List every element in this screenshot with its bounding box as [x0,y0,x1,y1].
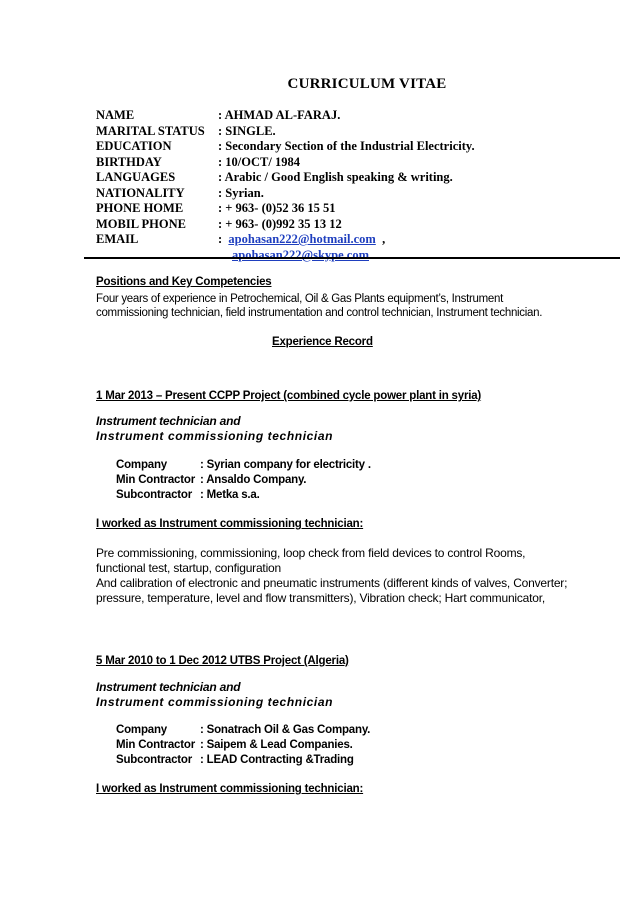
company-value: : Metka s.a. [200,489,260,501]
positions-text: Four years of experience in Petrochemical, Oil & Gas Plants equipment’s, Instrument commissioning technician, field instrumentation and control technician, Instrument technician. [96,293,543,319]
job-company-block [116,723,370,768]
company-row [116,738,370,753]
info-label: EMAIL [96,232,139,246]
info-label: MOBIL PHONE [96,216,186,231]
info-value: : 10/OCT/ 1984 [218,154,300,169]
info-value: : AHMAD AL-FARAJ. [218,108,341,122]
info-row-marital-status [96,124,475,140]
email-value [218,232,385,248]
info-label: NAME [96,108,135,122]
duty-text: Pre commissioning, commissioning, loop check from field devices to control Rooms, functional test, startup, configuration [96,546,526,575]
info-row-email [96,232,475,248]
info-value: : SINGLE. [218,123,276,138]
positions-heading: Positions and Key Competencies [96,276,272,288]
info-value: : + 963- (0)52 36 15 51 [218,201,336,215]
info-row-phone-home [96,201,475,217]
info-row-languages [96,170,475,186]
company-label: Company [116,459,167,471]
company-label: Subcontractor [116,754,192,766]
info-row-nationality [96,186,475,202]
job-role-line: Instrument technician and [96,414,241,428]
info-row-name [96,108,475,124]
info-row-birthday [96,155,475,171]
worked-heading: I worked as Instrument commissioning technician: [96,783,364,795]
info-label: EDUCATION [96,139,172,153]
info-label: MARITAL STATUS [96,123,205,138]
info-label: NATIONALITY [96,185,185,200]
job-period: 5 Mar 2010 to 1 Dec 2012 UTBS Project (Algeria) [96,655,349,667]
email-colon: : [218,232,223,246]
job-period: 1 Mar 2013 – Present CCPP Project (combined cycle power plant in syria) [96,390,482,402]
company-label: Min Contractor [116,474,195,486]
info-value: : Syrian. [218,185,264,200]
info-value: : Secondary Section of the Industrial Electricity. [218,139,475,153]
duty-text: And calibration of electronic and pneumatic instruments (different kinds of valves, Converter; pressure, temperature, level and flow transmitters), Vibration check; Hart communicator, [96,576,568,605]
job-role [96,414,333,444]
info-value: : Arabic / Good English speaking & writing. [218,170,453,184]
worked-heading: I worked as Instrument commissioning technician: [96,518,364,530]
email-link-skype[interactable]: apohasan222@skype.com [232,247,369,262]
company-label: Min Contractor [116,739,195,751]
company-value: : LEAD Contracting &Trading [200,754,354,766]
company-row [116,488,371,503]
job-company-block [116,458,371,503]
company-value: : Ansaldo Company. [200,474,307,486]
info-label: BIRTHDAY [96,154,162,169]
experience-heading: Experience Record [272,336,373,348]
document-title: CURRICULUM VITAE [287,76,447,92]
company-value: : Sonatrach Oil & Gas Company. [200,724,371,736]
company-row [116,458,371,473]
job-role-line: Instrument commissioning technician [96,695,334,709]
company-value: : Syrian company for electricity . [200,459,371,471]
job-duties [96,546,576,606]
info-row-mobil-phone [96,217,475,233]
company-label: Company [116,724,167,736]
info-label: PHONE HOME [96,201,184,215]
company-value: : Saipem & Lead Companies. [200,739,353,751]
personal-info [96,108,475,263]
section-divider [84,257,620,259]
company-row [116,753,370,768]
info-label: LANGUAGES [96,170,176,184]
job-role-line: Instrument technician and [96,680,241,694]
info-value: : + 963- (0)992 35 13 12 [218,216,342,231]
job-role [96,680,333,710]
company-label: Subcontractor [116,489,192,501]
email-separator: , [382,232,386,246]
info-row-education [96,139,475,155]
info-row-email-second [96,248,475,264]
job-role-line: Instrument commissioning technician [96,429,334,443]
company-row [116,723,370,738]
email-link-hotmail[interactable]: apohasan222@hotmail.com [228,232,376,246]
company-row [116,473,371,488]
